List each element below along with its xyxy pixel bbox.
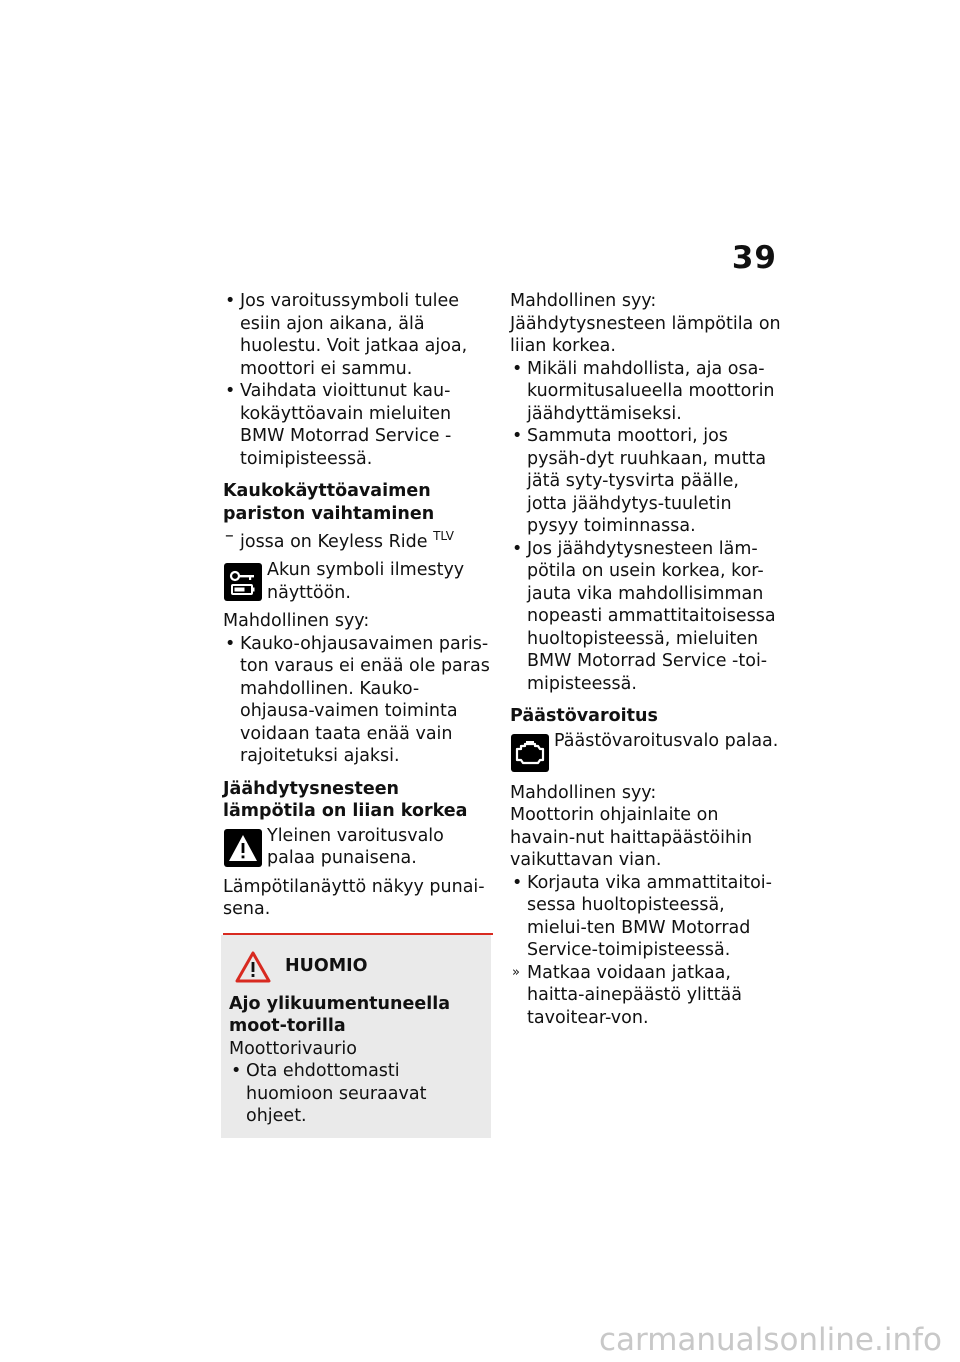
key-battery-icon: [224, 563, 262, 601]
equipment-note: – jossa on Keyless Ride $^{TLV}$: [225, 526, 454, 552]
engine-icon: [511, 734, 549, 772]
list-item: • Kauko-ohjausavaimen paris-ton varaus ei enää ole paras mahdollinen. Kauko-ohjausa-vaimen toiminta voidaan taata enää vain rajoitetuksi ajaksi.: [225, 633, 490, 767]
warning-triangle-icon: [235, 951, 271, 990]
cause-text: Moottorin ohjainlaite on havain-nut haittapäästöihin vaikuttavan vian.: [510, 805, 753, 870]
cause-label: Mahdollinen syy:: [510, 291, 657, 311]
cause-label: Mahdollinen syy:: [223, 611, 370, 632]
list-item: • Vaihdata vioittunut kau-kokäyttöavain mieluiten BMW Motorrad Service -toimipisteessä.: [225, 381, 452, 469]
watermark: carmanualsonline.info: [598, 1322, 942, 1358]
page-number: 39: [731, 240, 777, 276]
list-item: • Jos varoitussymboli tulee esiin ajon aikana, älä huolestu. Voit jatkaa ajoa, moottori ei sammu.: [225, 291, 468, 379]
list-item: • Mikäli mahdollista, aja osa-kuormitusalueella moottorin jäähdyttämiseksi.: [512, 358, 775, 424]
left-column: [223, 290, 493, 1138]
warning-title: HUOMIO: [285, 955, 368, 976]
warning-box: [221, 935, 491, 1138]
warning-triangle-icon: [224, 829, 262, 867]
emission-light-row: [510, 730, 782, 772]
emission-light-text: Päästövaroitusvalo palaa.: [554, 730, 779, 751]
cause-label: Mahdollinen syy:: [510, 782, 657, 803]
section-heading-key-battery: Kaukokäyttöavaimen pariston vaihtaminen: [223, 481, 435, 524]
list-item: • Jos jäähdytysnesteen läm-pötila on usein korkea, kor-jauta vika mahdollisimman nopeasti ammattitaitoisessa huoltopisteessä, mieluiten BMW Motorrad Service -toi-mipisteessä.: [512, 538, 776, 694]
cause-text: Jäähdytysnesteen lämpötila on liian korkea.: [510, 313, 781, 356]
section-heading-emission: Päästövaroitus: [510, 706, 658, 726]
list-item: • Ota ehdottomasti huomioon seuraavat ohjeet.: [231, 1061, 427, 1127]
warning-subtitle: Ajo ylikuumentuneella moot-torilla: [229, 993, 451, 1037]
warning-light-row: [223, 825, 493, 870]
right-column: [510, 290, 782, 1029]
list-item: • Sammuta moottori, jos pysäh-dyt ruuhkaan, mutta jätä syty-tysvirta päälle, jotta jäähdytys-tuuletin pysyy toiminnassa.: [512, 426, 767, 536]
temp-display-text: Lämpötilanäyttö näkyy punai-sena.: [223, 876, 485, 920]
list-item: • Korjauta vika ammattitaitoi-sessa huoltopisteessä, mielui-ten BMW Motorrad Service-toimipisteessä.: [512, 872, 772, 960]
battery-symbol-text: Akun symboli ilmestyy näyttöön.: [267, 560, 465, 603]
section-heading-coolant: Jäähdytysnesteen lämpötila on liian korkea: [223, 778, 468, 822]
battery-symbol-row: [223, 559, 493, 604]
result-item: » Matkaa voidaan jatkaa, haitta-ainepäästö ylittää tavoitear-von.: [512, 962, 742, 1028]
warning-consequence: Moottorivaurio: [229, 1038, 357, 1059]
warning-light-text: Yleinen varoitusvalo palaa punaisena.: [267, 825, 444, 869]
